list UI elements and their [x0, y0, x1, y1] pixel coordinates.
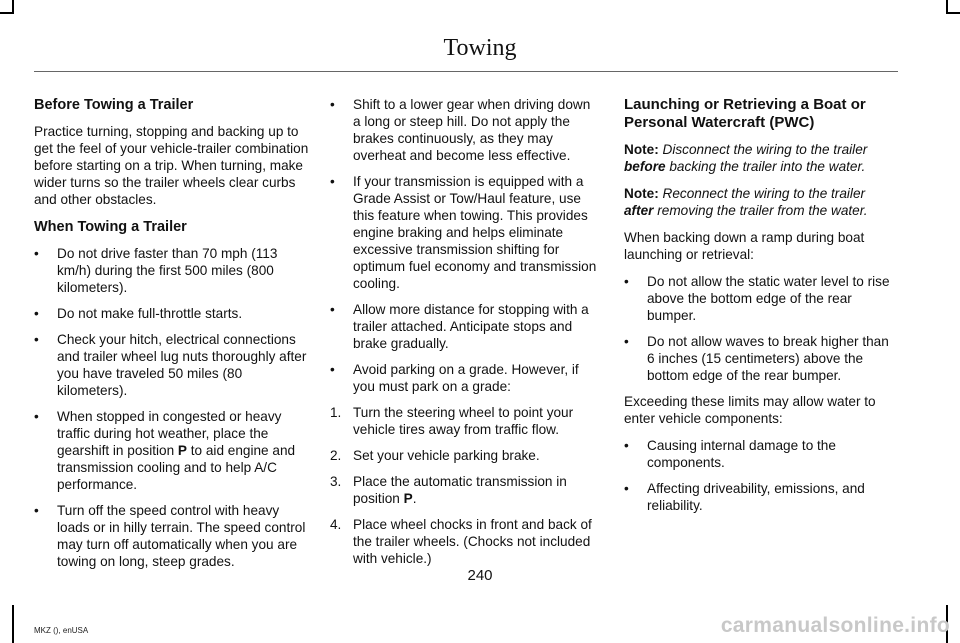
section-heading-before-towing: Before Towing a Trailer — [34, 97, 194, 113]
towing-bullet-list — [34, 245, 309, 570]
water-level-bullet-list — [624, 273, 896, 384]
bullet-marker: • — [624, 334, 629, 349]
note-reconnect: Note: Reconnect the wiring to the trailer after removing the trailer from the water. — [624, 186, 868, 218]
column-3 — [624, 96, 896, 523]
step-item: 1. Turn the steering wheel to point your vehicle tires away from traffic flow. — [330, 405, 574, 437]
bullet-marker: • — [34, 246, 39, 261]
bullet-marker: • — [330, 97, 335, 112]
list-item: • Causing internal damage to the components. — [624, 438, 836, 470]
gear-position-p: P — [177, 443, 187, 458]
bullet-marker: • — [624, 481, 629, 496]
list-item: • Do not make full-throttle starts. — [34, 306, 243, 321]
towing-bullet-list-continued — [330, 96, 600, 395]
page-number: 240 — [467, 567, 493, 584]
header-divider — [34, 71, 898, 72]
parking-steps-list — [330, 404, 600, 567]
list-item: • Do not drive faster than 70 mph (113 km/h) during the first 500 miles (800 kilometers). — [34, 246, 278, 295]
list-item: • When stopped in congested or heavy traffic during hot weather, place the gearshift in position P to aid engine and transmission cooling and to help A/C performance. — [34, 409, 296, 492]
note-label: Note: — [624, 186, 659, 201]
page-title: Towing — [443, 35, 517, 61]
section-heading-when-towing: When Towing a Trailer — [34, 219, 187, 235]
step-item: 4. Place wheel chocks in front and back of the trailer wheels. (Chocks not included with vehicle.) — [330, 517, 592, 566]
list-item: • Do not allow waves to break higher than 6 inches (15 centimeters) above the bottom edge of the rear bumper. — [624, 334, 889, 383]
list-item: • Do not allow the static water level to rise above the bottom edge of the rear bumper. — [624, 274, 890, 323]
list-item: • Affecting driveability, emissions, and reliability. — [624, 481, 865, 513]
paragraph-practice: Practice turning, stopping and backing up to get the feel of your vehicle-trailer combination before starting on a trip. When turning, make wider turns so the trailer wheels clear curbs and other obstacles. — [34, 124, 309, 207]
document-id: MKZ (), enUSA — [34, 626, 89, 635]
consequences-bullet-list — [624, 437, 896, 514]
step-number: 1. — [330, 405, 342, 420]
watermark: carmanualsonline.info — [720, 614, 950, 637]
bullet-marker: • — [34, 306, 39, 321]
list-item: • Check your hitch, electrical connections and trailer wheel lug nuts thoroughly after you have traveled 50 miles (80 kilometers). — [34, 332, 307, 398]
bullet-marker: • — [330, 174, 335, 189]
crop-mark-bottom-left-v — [12, 605, 14, 643]
list-item: • Shift to a lower gear when driving down a long or steep hill. Do not apply the brakes continuously, as they may overheat and become less effective. — [330, 97, 591, 163]
bullet-marker: • — [34, 503, 39, 518]
bullet-marker: • — [330, 302, 335, 317]
bullet-marker: • — [330, 362, 335, 377]
bullet-marker: • — [624, 438, 629, 453]
paragraph-exceeding-limits: Exceeding these limits may allow water to enter vehicle components: — [624, 394, 876, 426]
list-item: • Allow more distance for stopping with a trailer attached. Anticipate stops and brake gradually. — [330, 302, 589, 351]
crop-mark-top-right-h — [946, 12, 960, 14]
section-heading-boat-launch: Launching or Retrieving a Boat or Personal Watercraft (PWC) — [624, 96, 866, 131]
column-1 — [34, 96, 309, 579]
step-number: 2. — [330, 448, 342, 463]
paragraph-backing-ramp: When backing down a ramp during boat launching or retrieval: — [624, 230, 865, 262]
crop-mark-top-left-h — [0, 12, 14, 14]
step-number: 3. — [330, 474, 342, 489]
bullet-marker: • — [34, 409, 39, 424]
column-2 — [330, 96, 600, 576]
step-item: 2. Set your vehicle parking brake. — [330, 448, 540, 463]
note-label: Note: — [624, 142, 659, 157]
step-item: 3. Place the automatic transmission in position P. — [330, 474, 567, 506]
bullet-marker: • — [34, 332, 39, 347]
note-disconnect: Note: Disconnect the wiring to the trailer before backing the trailer into the water. — [624, 142, 868, 174]
list-item: • If your transmission is equipped with a Grade Assist or Tow/Haul feature, use this feature when towing. This provides engine braking and helps eliminate excessive transmission shifting for optimum fuel economy and transmission cooling. — [330, 174, 597, 291]
list-item: • Turn off the speed control with heavy loads or in hilly terrain. The speed control may turn off automatically when you are towing on long, steep grades. — [34, 503, 306, 569]
step-number: 4. — [330, 517, 342, 532]
gear-position-p: P — [403, 491, 413, 506]
list-item: • Avoid parking on a grade. However, if you must park on a grade: — [330, 362, 579, 394]
bullet-marker: • — [624, 274, 629, 289]
